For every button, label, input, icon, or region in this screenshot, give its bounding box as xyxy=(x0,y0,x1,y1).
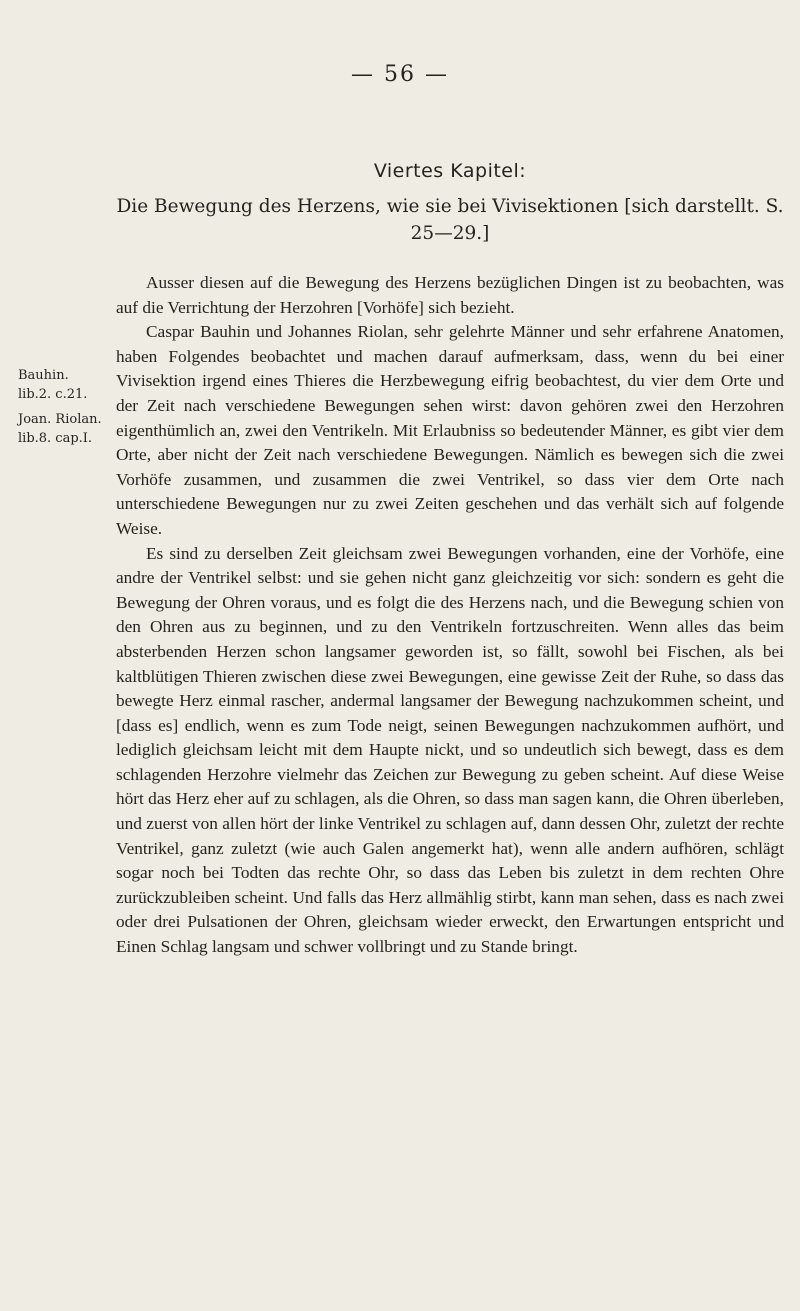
margin-note-bauhin: Bauhin. lib.2. c.21. xyxy=(18,368,88,402)
paragraph: Es sind zu derselben Zeit gleichsam zwei Bewegungen vorhanden, eine der Vorhöfe, eine andre der Ventrikel selbst: und sie gehen nicht ganz gleichzeitig vor sich: sondern es geht die Bewegung der Ohren voraus, und es folgt die des Herzens nach, und die Bewegung schien von den Ohren aus zu beginnen, und zu den Ventrikeln fortzuschreiten. Wenn alles das beim absterbenden Herzen schon langsamer geworden ist, so fällt, sowohl bei Fischen, als bei kaltblütigen Thieren zwischen diese zwei Bewegungen, eine gewisse Zeit der Ruhe, so dass das bewegte Herz einmal rascher, andermal langsamer der Bewegung nachzukommen scheint, und [dass es] endlich, wenn es zum Tode neigt, seinen Bewegungen nachzukommen aufhört, und lediglich gleichsam leicht mit dem Haupte nickt, und so undeutlich sich bewegt, dass es dem schlagenden Herzohre vielmehr das Zeichen zur Bewegung zu geben scheint. Auf diese Weise hört das Herz eher auf zu schlagen, als die Ohren, so dass man sagen kann, die Ohren überleben, und zuerst von allen hört der linke Ventrikel zu schlagen auf, dann dessen Ohr, zuletzt der rechte Ventrikel, ganz zuletzt (wie auch Galen angemerkt hat), wenn alle andern aufhören, schlägt sogar noch bei Todten das rechte Ohr, so dass das Leben bis zuletzt in dem rechten Ohre zurückzubleiben scheint. Und falls das Herz allmählig stirbt, kann man sehen, dass es nach zwei oder drei Pulsationen der Ohren, gleichsam wieder erweckt, den Erwartungen entspricht und Einen Schlag langsam und schwer vollbringt und zu Stande bringt. xyxy=(116,543,784,957)
paragraph: Caspar Bauhin und Johannes Riolan, sehr gelehrte Männer und sehr erfahrene Anatomen, haben Folgendes beobachtet und machen darauf aufmerksam, dass, wenn du bei einer Vivisektion irgend eines Thieres die Herzbewegung eifrig beobachtest, du vier dem Orte und der Zeit nach verschiedene Bewegungen sehen wirst: davon gehören zwei den Herzohren eigenthümlich an, zwei den Ventrikeln. Mit Erlaubniss so bedeutender Männer, es gibt vier dem Orte, aber nicht der Zeit nach verschiedene Bewegungen. Nämlich es bewegen sich die zwei Vorhöfe zusammen, und zusammen die zwei Ventrikel, so dass vier dem Orte nach unterschiedene Bewegungen nur zu zwei Zeiten geschehen und das verhält sich auf folgende Weise. xyxy=(116,322,784,538)
chapter-title: Viertes Kapitel: xyxy=(373,160,527,182)
paragraph: Ausser diesen auf die Bewegung des Herzens bezüglichen Dingen ist zu beobachten, was auf die Verrichtung der Herzohren [Vorhöfe] sich bezieht. xyxy=(116,273,784,317)
margin-note-riolan: Joan. Riolan. lib.8. cap.I. xyxy=(18,412,102,446)
chapter-subtitle: Die Bewegung des Herzens, wie sie bei Vivisektionen [sich darstellt. S. 25—29.] xyxy=(116,196,784,244)
body-text xyxy=(116,271,784,960)
page-number: — 56 — xyxy=(351,62,449,87)
